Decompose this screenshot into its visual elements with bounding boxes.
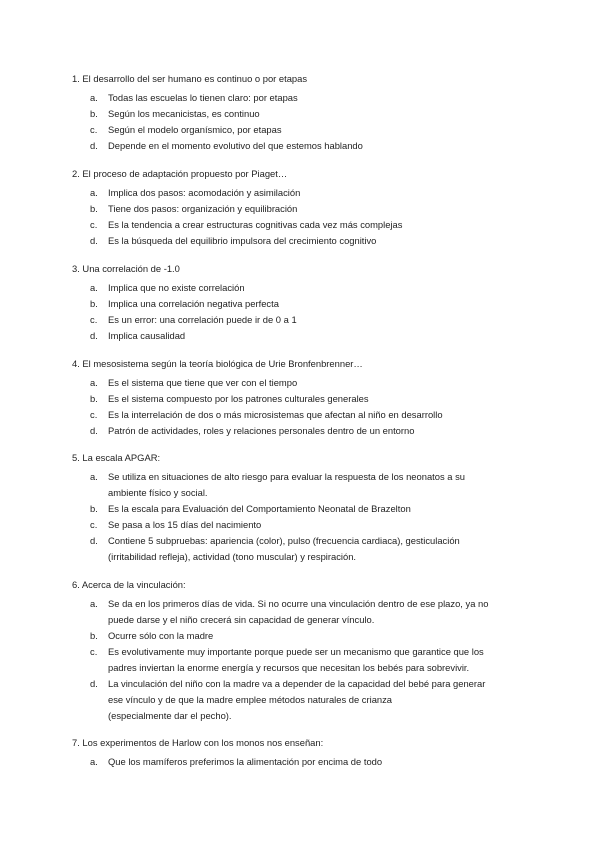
option-letter: c. (90, 314, 98, 325)
option-text: Es la búsqueda del equilibrio impulsora del crecimiento cognitivo (108, 235, 377, 246)
option-letter: d. (90, 678, 98, 689)
option-text: Es la tendencia a crear estructuras cognitivas cada vez más complejas (108, 219, 403, 230)
option-text: Según el modelo organísmico, por etapas (108, 124, 282, 135)
option-item (72, 90, 542, 106)
option-letter: c. (90, 124, 98, 135)
option-item (72, 328, 542, 344)
option-text: Se pasa a los 15 días del nacimiento (108, 519, 262, 530)
question-6 (72, 577, 542, 724)
option-item (72, 628, 542, 644)
option-text: Se da en los primeros días de vida. Si no ocurre una vinculación dentro de ese plazo, ya no (108, 598, 489, 609)
option-item (72, 391, 542, 407)
question-5 (72, 450, 542, 565)
question-7 (72, 735, 542, 770)
option-item (72, 233, 542, 249)
option-letter: c. (90, 409, 98, 420)
option-item (72, 469, 542, 501)
option-item (72, 106, 542, 122)
option-item (72, 217, 542, 233)
option-text: Se utiliza en situaciones de alto riesgo para evaluar la respuesta de los neonatos a su (108, 471, 465, 482)
option-letter: b. (90, 630, 98, 641)
option-item (72, 533, 542, 565)
option-text: Es un error: una correlación puede ir de 0 a 1 (108, 314, 297, 325)
option-letter: b. (90, 298, 98, 309)
option-item (72, 138, 542, 154)
option-text: Depende en el momento evolutivo del que estemos hablando (108, 140, 363, 151)
option-letter: c. (90, 219, 98, 230)
option-text: Es evolutivamente muy importante porque puede ser un mecanismo que garantice que los (108, 646, 484, 657)
option-text-continuation: ese vínculo y de que la madre emplee métodos naturales de crianza (108, 694, 393, 705)
option-letter: a. (90, 598, 98, 609)
option-letter: d. (90, 425, 98, 436)
option-item (72, 517, 542, 533)
option-letter: d. (90, 140, 98, 151)
option-text: Es la escala para Evaluación del Comportamiento Neonatal de Brazelton (108, 503, 411, 514)
option-text: Es la interrelación de dos o más microsistemas que afectan al niño en desarrollo (108, 409, 443, 420)
option-item (72, 501, 542, 517)
option-text-continuation: ambiente físico y social. (108, 487, 208, 498)
option-text: Que los mamíferos preferimos la alimentación por encima de todo (108, 756, 383, 767)
option-item (72, 201, 542, 217)
question-text: 4. El mesosistema según la teoría biológica de Urie Bronfenbrenner… (72, 358, 363, 369)
question-1 (72, 71, 542, 154)
option-letter: b. (90, 203, 98, 214)
option-letter: d. (90, 330, 98, 341)
option-text: Todas las escuelas lo tienen claro: por etapas (108, 92, 298, 103)
option-text: Es el sistema compuesto por los patrones culturales generales (108, 393, 369, 404)
option-letter: b. (90, 393, 98, 404)
option-item (72, 676, 542, 724)
option-item (72, 185, 542, 201)
question-text: 2. El proceso de adaptación propuesto por Piaget… (72, 168, 288, 179)
option-letter: a. (90, 377, 98, 388)
option-item (72, 754, 542, 770)
option-letter: b. (90, 503, 98, 514)
option-text: Implica que no existe correlación (108, 282, 245, 293)
option-text: Implica una correlación negativa perfecta (108, 298, 279, 309)
option-text: Según los mecanicistas, es continuo (108, 108, 260, 119)
option-item (72, 296, 542, 312)
option-text: Patrón de actividades, roles y relaciones personales dentro de un entorno (108, 425, 415, 436)
option-letter: a. (90, 187, 98, 198)
question-2 (72, 166, 542, 249)
option-text-continuation: puede darse y el niño crecerá sin capacidad de generar vínculo. (108, 614, 375, 625)
question-text: 3. Una correlación de -1.0 (72, 263, 180, 274)
option-text-continuation: (especialmente dar el pecho). (108, 710, 232, 721)
question-text: 6. Acerca de la vinculación: (72, 579, 186, 590)
question-3 (72, 261, 542, 344)
option-letter: a. (90, 756, 98, 767)
option-text: Es el sistema que tiene que ver con el tiempo (108, 377, 298, 388)
option-letter: b. (90, 108, 98, 119)
option-letter: c. (90, 519, 98, 530)
option-item (72, 122, 542, 138)
option-letter: d. (90, 535, 98, 546)
question-text: 5. La escala APGAR: (72, 452, 161, 463)
option-letter: a. (90, 471, 98, 482)
option-text: Contiene 5 subpruebas: apariencia (color), pulso (frecuencia cardiaca), gesticulación (108, 535, 460, 546)
option-item (72, 596, 542, 628)
question-4 (72, 356, 542, 439)
option-letter: d. (90, 235, 98, 246)
option-text: Implica causalidad (108, 330, 186, 341)
option-item (72, 407, 542, 423)
option-item (72, 280, 542, 296)
option-text-continuation: padres inviertan la enorme energía y recursos que necesitan los bebés para sobrevivir. (108, 662, 470, 673)
option-item (72, 375, 542, 391)
option-text: La vinculación del niño con la madre va a depender de la capacidad del bebé para generar (108, 678, 486, 689)
option-item (72, 644, 542, 676)
question-text: 1. El desarrollo del ser humano es continuo o por etapas (72, 73, 308, 84)
option-item (72, 312, 542, 328)
option-letter: a. (90, 282, 98, 293)
option-letter: a. (90, 92, 98, 103)
option-text: Implica dos pasos: acomodación y asimilación (108, 187, 301, 198)
option-letter: c. (90, 646, 98, 657)
option-text: Ocurre sólo con la madre (108, 630, 214, 641)
option-text-continuation: (irritabilidad refleja), actividad (tono muscular) y respiración. (108, 551, 357, 562)
option-text: Tiene dos pasos: organización y equilibración (108, 203, 298, 214)
question-text: 7. Los experimentos de Harlow con los monos nos enseñan: (72, 737, 324, 748)
option-item (72, 423, 542, 439)
